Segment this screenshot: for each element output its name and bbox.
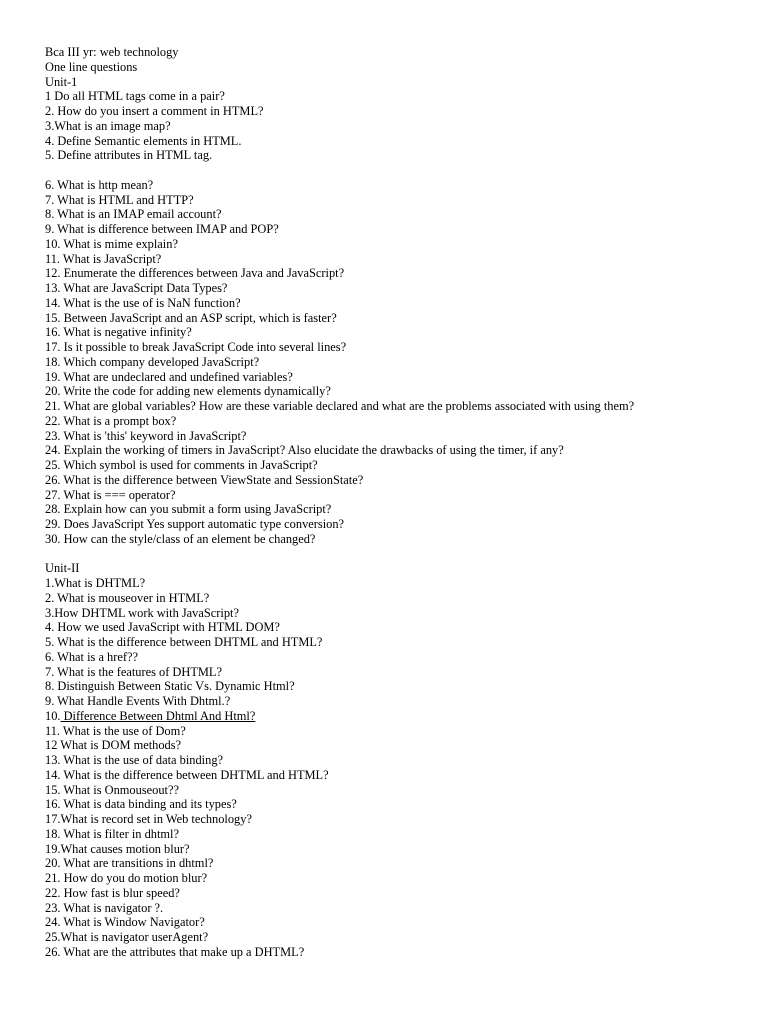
unit1-question-list-b xyxy=(45,178,760,547)
question-item: 14. What is the difference between DHTML and HTML? xyxy=(45,767,329,782)
question-item: 14. What is the use of is NaN function? xyxy=(45,295,241,310)
spacer xyxy=(45,547,760,562)
unit2-question-list-b xyxy=(45,724,760,960)
question-item: 13. What are JavaScript Data Types? xyxy=(45,281,228,295)
question-number: 10. xyxy=(45,708,61,723)
question-item: 26. What is the difference between ViewState and SessionState? xyxy=(45,472,364,487)
question-item: 6. What is http mean? xyxy=(45,177,154,192)
question-item: 20. Write the code for adding new elements dynamically? xyxy=(45,384,331,399)
question-item: 17. Is it possible to break JavaScript Code into several lines? xyxy=(45,340,347,354)
question-item: 9. What is difference between IMAP and POP? xyxy=(45,222,279,236)
document-content xyxy=(45,45,760,960)
question-item: 4. How we used JavaScript with HTML DOM? xyxy=(45,620,280,635)
question-item: 27. What is === operator? xyxy=(45,487,176,502)
question-item: 20. What are transitions in dhtml? xyxy=(45,856,214,871)
question-item: 11. What is the use of Dom? xyxy=(45,723,186,738)
question-item: 22. What is a prompt box? xyxy=(45,413,177,428)
document-subtitle: One line questions xyxy=(45,59,138,74)
question-item: 3.What is an image map? xyxy=(45,118,171,133)
question-item: 8. What is an IMAP email account? xyxy=(45,207,222,222)
question-item: 16. What is negative infinity? xyxy=(45,325,192,340)
unit1-heading: Unit-1 xyxy=(45,74,78,89)
question-item: 6. What is a href?? xyxy=(45,649,139,664)
question-item: 10. What is mime explain? xyxy=(45,236,178,251)
question-item: 29. Does JavaScript Yes support automatic type conversion? xyxy=(45,517,345,531)
question-item: 12 What is DOM methods? xyxy=(45,738,182,753)
question-item: 15. What is Onmouseout?? xyxy=(45,782,179,797)
unit2-question-10 xyxy=(45,709,760,724)
question-item: 25. Which symbol is used for comments in JavaScript? xyxy=(45,458,318,472)
question-item: 9. What Handle Events With Dhtml.? xyxy=(45,694,231,708)
question-item: 22. How fast is blur speed? xyxy=(45,885,180,900)
unit1-question-list-a xyxy=(45,89,760,163)
question-item: 8. Distinguish Between Static Vs. Dynamic Html? xyxy=(45,679,295,694)
unit2-question-list-a xyxy=(45,576,760,709)
course-title: Bca III yr: web technology xyxy=(45,45,179,59)
question-item: 18. Which company developed JavaScript? xyxy=(45,354,260,369)
question-item: 2. How do you insert a comment in HTML? xyxy=(45,104,264,118)
question-item: 3.How DHTML work with JavaScript? xyxy=(45,605,239,620)
question-item: 7. What is the features of DHTML? xyxy=(45,664,222,679)
question-item: 21. How do you do motion blur? xyxy=(45,871,208,885)
question-item: 11. What is JavaScript? xyxy=(45,251,162,266)
question-item: 16. What is data binding and its types? xyxy=(45,797,237,812)
unit2-heading: Unit-II xyxy=(45,561,80,576)
question-item: 30. How can the style/class of an element be changed? xyxy=(45,531,316,546)
question-item: 21. What are global variables? How are these variable declared and what are the problems associated with using them? xyxy=(45,399,635,413)
question-item: 5. What is the difference between DHTML and HTML? xyxy=(45,635,323,649)
question-item: 12. Enumerate the differences between Java and JavaScript? xyxy=(45,266,345,281)
question-item: 28. Explain how can you submit a form using JavaScript? xyxy=(45,502,332,517)
question-item: 19. What are undeclared and undefined variables? xyxy=(45,369,293,384)
question-item: 18. What is filter in dhtml? xyxy=(45,826,179,841)
question-item: 1.What is DHTML? xyxy=(45,576,146,590)
spacer xyxy=(45,163,760,178)
question-text-underlined: Difference Between Dhtml And Html? xyxy=(60,708,256,723)
question-item: 19.What causes motion blur? xyxy=(45,841,190,856)
question-item: 24. What is Window Navigator? xyxy=(45,915,205,930)
question-item: 26. What are the attributes that make up a DHTML? xyxy=(45,944,305,959)
question-item: 4. Define Semantic elements in HTML. xyxy=(45,133,242,148)
question-item: 23. What is 'this' keyword in JavaScript? xyxy=(45,428,247,443)
question-item: 1 Do all HTML tags come in a pair? xyxy=(45,89,225,104)
question-item: 2. What is mouseover in HTML? xyxy=(45,590,210,605)
question-item: 15. Between JavaScript and an ASP script, which is faster? xyxy=(45,310,337,325)
question-item: 5. Define attributes in HTML tag. xyxy=(45,148,213,163)
question-item: 17.What is record set in Web technology? xyxy=(45,812,252,826)
question-item: 23. What is navigator ?. xyxy=(45,900,164,915)
question-item: 25.What is navigator userAgent? xyxy=(45,930,209,944)
question-item: 13. What is the use of data binding? xyxy=(45,753,224,767)
question-item: 7. What is HTML and HTTP? xyxy=(45,192,194,207)
question-item: 24. Explain the working of timers in JavaScript? Also elucidate the drawbacks of using the timer, if any? xyxy=(45,443,564,458)
